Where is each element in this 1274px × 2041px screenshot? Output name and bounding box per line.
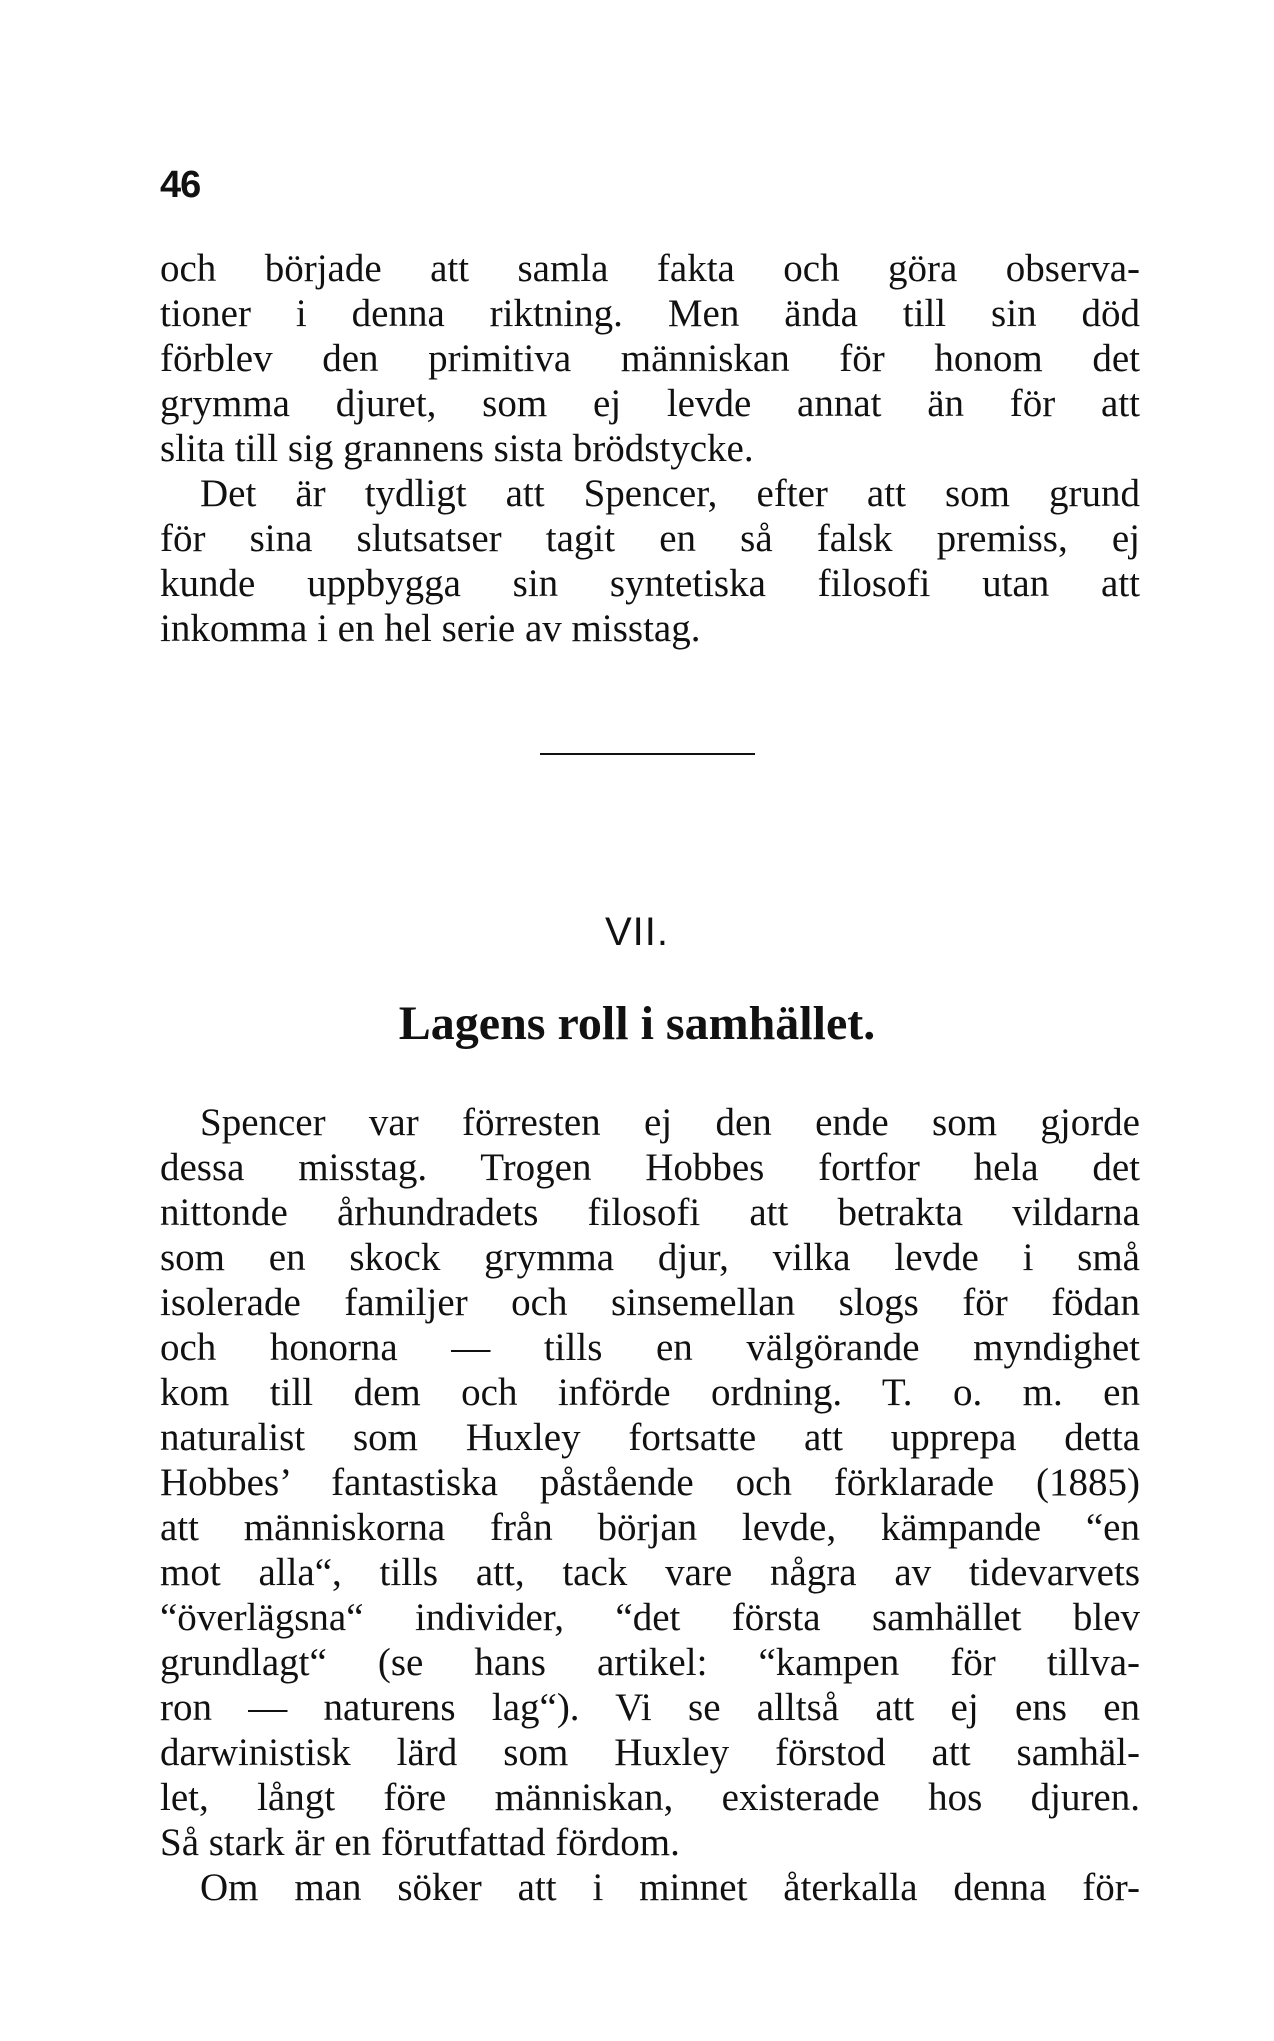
text-line: “överlägsna“ individer, “det första samhället blev (160, 1596, 1140, 1639)
text-line: isolerade familjer och sinsemellan slogs för födan (160, 1281, 1140, 1324)
text-line: Hobbes’ fantastiska påstående och förklarade (1885) (160, 1461, 1140, 1504)
text-line: och började att samla fakta och göra observa- (160, 247, 1140, 290)
text-line: att människorna från början levde, kämpande “en (160, 1506, 1140, 1549)
text-line: dessa misstag. Trogen Hobbes fortfor hela det (160, 1146, 1140, 1189)
text-line: och honorna — tills en välgörande myndighet (160, 1326, 1140, 1369)
text-line: Det är tydligt att Spencer, efter att som grund (200, 472, 1140, 515)
text-line: naturalist som Huxley fortsatte att upprepa detta (160, 1416, 1140, 1459)
text-line: kom till dem och införde ordning. T. o. m. en (160, 1371, 1140, 1414)
text-line: grymma djuret, som ej levde annat än för att (160, 382, 1140, 425)
chapter-title: Lagens roll i samhället. (398, 997, 876, 1050)
text-line: mot alla“, tills att, tack vare några av tidevarvets (160, 1551, 1140, 1594)
text-line: Så stark är en förutfattad fördom. (160, 1821, 680, 1864)
text-line: Spencer var förresten ej den ende som gjorde (200, 1101, 1140, 1144)
text-line: tioner i denna riktning. Men ända till sin död (160, 292, 1140, 335)
chapter-number: VII. (604, 910, 670, 954)
text-line: slita till sig grannens sista brödstycke. (160, 427, 754, 470)
text-line: ron — naturens lag“). Vi se alltså att ej ens en (160, 1686, 1140, 1729)
text-line: Om man söker att i minnet återkalla denna för- (200, 1866, 1140, 1909)
text-line: darwinistisk lärd som Huxley förstod att samhäl- (160, 1731, 1140, 1774)
text-line: inkomma i en hel serie av misstag. (160, 607, 701, 650)
text-line: let, långt före människan, existerade hos djuren. (160, 1776, 1140, 1819)
text-line: grundlagt“ (se hans artikel: “kampen för tillva- (160, 1641, 1140, 1684)
text-block-bottom (160, 1100, 1140, 1910)
text-block-top (160, 246, 1140, 651)
text-line: kunde uppbygga sin syntetiska filosofi utan att (160, 562, 1140, 605)
text-line: nittonde århundradets filosofi att betrakta vildarna (160, 1191, 1140, 1234)
section-divider-rule (540, 753, 755, 755)
text-line: för sina slutsatser tagit en så falsk premiss, ej (160, 517, 1140, 560)
text-line: som en skock grymma djur, vilka levde i små (160, 1236, 1140, 1279)
page-number: 46 (160, 164, 201, 206)
text-line: förblev den primitiva människan för honom det (160, 337, 1140, 380)
